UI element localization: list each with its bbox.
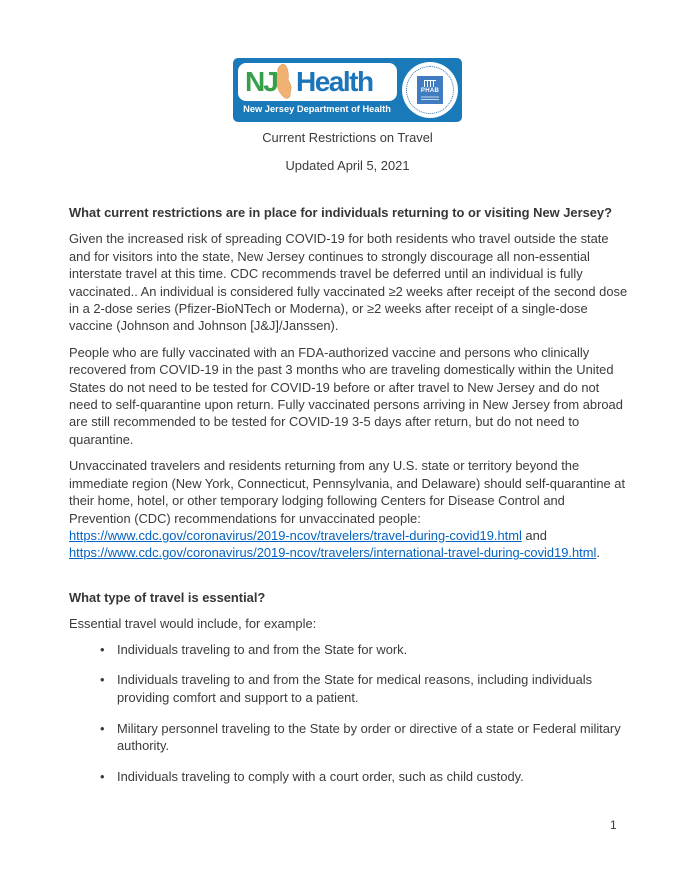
paragraph-3-text: Unvaccinated travelers and residents returning from any U.S. state or territory beyond the immediate region (New York, Connecticut, Pennsylvania, and Delaware) should self-quarantine at their home, hotel, or other temporary lodging following Centers for Disease Control and Prevention (CDC) recommendations for unvaccinated people: xyxy=(69,458,626,526)
nj-health-logo xyxy=(233,58,462,122)
paragraph-3-connector: and xyxy=(521,527,547,543)
logo-white-panel xyxy=(238,63,397,101)
essential-travel-list xyxy=(69,641,628,786)
cdc-domestic-travel-link[interactable]: https://www.cdc.gov/coronavirus/2019-ncov/travelers/travel-during-covid19.html xyxy=(69,527,522,543)
phab-seal-icon xyxy=(402,62,458,118)
logo-nj-text: NJ xyxy=(245,66,277,97)
list-item: • Individuals traveling to comply with a court order, such as child custody. xyxy=(117,768,628,785)
list-item: • Individuals traveling to and from the State for medical reasons, including individuals providing comfort and support to a patient. xyxy=(117,671,628,706)
seal-subtext xyxy=(421,95,439,100)
logo-health-text: Health xyxy=(296,66,373,97)
section2-heading: What type of travel is essential? xyxy=(69,589,266,605)
section1-paragraph-2: People who are fully vaccinated with an FDA-authorized vaccine and persons who clinically recovered from COVID-19 in the past 3 months who are traveling domestically within the United States do not need to be tested for COVID-19 before or after travel to New Jersey and do not need to self-quarantine upon return. Fully vaccinated persons arriving in New Jersey from abroad are still recommended to be tested for COVID-19 3-5 days after return, but do not need to quarantine. xyxy=(69,344,623,447)
phab-building-icon xyxy=(424,80,436,87)
document-title: Current Restrictions on Travel xyxy=(262,130,433,145)
phab-seal-label: PHAB xyxy=(420,88,440,94)
updated-date: Updated April 5, 2021 xyxy=(285,158,410,173)
list-item: • Military personnel traveling to the State by order or directive of a state or Federal military authority. xyxy=(117,720,628,755)
list-item: • Individuals traveling to and from the State for work. xyxy=(117,641,628,658)
logo-subtitle: New Jersey Department of Health xyxy=(243,104,391,114)
paragraph-3-period: . xyxy=(596,545,600,561)
document-body xyxy=(0,204,695,785)
section1-paragraph-3 xyxy=(69,457,628,561)
cdc-international-travel-link[interactable]: https://www.cdc.gov/coronavirus/2019-ncov/travelers/international-travel-during-covid19.html xyxy=(69,545,597,561)
page-number: 1 xyxy=(610,818,617,832)
seal-center xyxy=(417,76,443,104)
section1-heading: What current restrictions are in place for individuals returning to or visiting New Jersey? xyxy=(69,205,612,220)
section2-intro: Essential travel would include, for example: xyxy=(69,616,317,632)
section1-paragraph-1: Given the increased risk of spreading COVID-19 for both residents who travel outside the state and for visitors into the state, New Jersey continues to strongly discourage all non-essential interstate travel at this time. CDC recommends travel be deferred until an individual is fully vaccinated.. An individual is considered fully vaccinated ≥2 weeks after receipt of the second dose in a 2-dose series (Pfizer-BioNTech or Moderna), or ≥2 weeks after receipt of a single-dose vaccine (Johnson and Johnson [J&J]/Janssen). xyxy=(69,231,628,334)
